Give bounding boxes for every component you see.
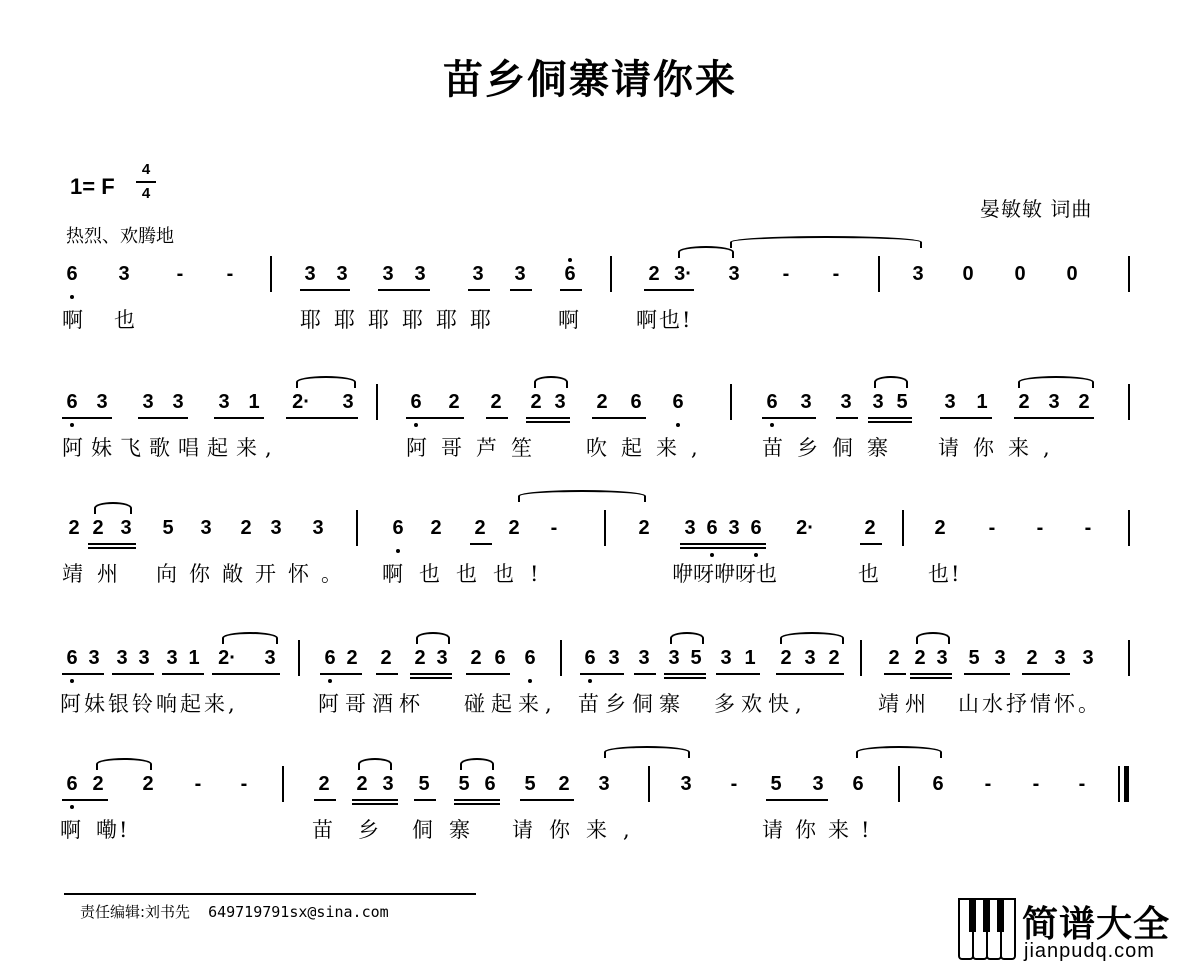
underline: [454, 799, 500, 801]
notes-row: [60, 390, 1140, 420]
underline: [214, 417, 264, 419]
underline: [592, 417, 646, 419]
underline: [406, 417, 464, 419]
barline: [376, 384, 378, 420]
underline: [680, 547, 766, 549]
note: 3: [598, 773, 610, 795]
lyrics-row: [60, 558, 1140, 588]
note: 2: [596, 391, 608, 413]
note: 6: [706, 517, 718, 539]
score-system-4: [60, 646, 1140, 766]
note: 5: [458, 773, 470, 795]
barline: [270, 256, 272, 292]
slur: [874, 376, 908, 388]
note: 0: [1066, 263, 1078, 285]
note: 3: [728, 517, 740, 539]
note: 2: [92, 517, 104, 539]
time-bottom: 4: [141, 185, 151, 202]
note: 3: [218, 391, 230, 413]
note: 3: [872, 391, 884, 413]
low-dot: [528, 679, 532, 683]
lyric: 啊: [62, 308, 96, 332]
underline: [964, 673, 1010, 675]
note: 2: [1078, 391, 1090, 413]
underline: [520, 799, 574, 801]
note: 3: [1054, 647, 1066, 669]
note: 5: [162, 517, 174, 539]
note: 2: [470, 647, 482, 669]
underline: [634, 673, 656, 675]
note: 6: [750, 517, 762, 539]
slur: [416, 632, 450, 644]
note: 2: [68, 517, 80, 539]
underline: [910, 673, 952, 675]
underline: [352, 803, 398, 805]
low-dot: [70, 679, 74, 683]
note: -: [176, 263, 184, 285]
slur: [1018, 376, 1094, 388]
lyric: 耶耶耶耶耶耶: [300, 308, 504, 332]
tempo-marking: 热烈、欢腾地: [66, 226, 174, 247]
barline: [356, 510, 358, 546]
lyric: 多欢快,: [714, 692, 808, 716]
underline: [680, 543, 766, 545]
low-dot: [396, 549, 400, 553]
note: 3: [336, 263, 348, 285]
note: 3: [680, 773, 692, 795]
underline: [510, 289, 532, 291]
underline: [410, 673, 452, 675]
note: 6: [564, 263, 576, 285]
underline: [664, 677, 706, 679]
note: 2: [240, 517, 252, 539]
barline: [1128, 640, 1130, 676]
note: 2: [448, 391, 460, 413]
underline: [1014, 417, 1094, 419]
note: 3: [936, 647, 948, 669]
notes-row: [60, 772, 1140, 802]
note: 3: [342, 391, 354, 413]
note: 3: [608, 647, 620, 669]
barline: [860, 640, 862, 676]
note: 3: [200, 517, 212, 539]
tie: [518, 490, 646, 502]
note: 2: [508, 517, 520, 539]
note: 5: [524, 773, 536, 795]
underline: [112, 673, 154, 675]
note: -: [988, 517, 996, 539]
note: 2: [474, 517, 486, 539]
note: 5: [896, 391, 908, 413]
tie: [856, 746, 942, 758]
lyric: 也: [858, 562, 892, 586]
lyric: 啊: [60, 818, 94, 842]
note: 3: [812, 773, 824, 795]
lyric: 请你来,: [938, 436, 1064, 460]
note: 6: [410, 391, 422, 413]
slur: [534, 376, 568, 388]
underline: [212, 673, 280, 675]
underline: [454, 803, 500, 805]
note: -: [832, 263, 840, 285]
page-title: 苗乡侗寨请你来: [443, 56, 737, 103]
note: 3: [270, 517, 282, 539]
low-dot: [328, 679, 332, 683]
note: 5: [418, 773, 430, 795]
lyric: 请你来!: [762, 818, 882, 842]
note: 2: [318, 773, 330, 795]
note: 2: [558, 773, 570, 795]
barline: [560, 640, 562, 676]
note: 3: [804, 647, 816, 669]
underline: [468, 289, 490, 291]
barline: [898, 766, 900, 802]
barline: [648, 766, 650, 802]
note: 0: [962, 263, 974, 285]
composer-credit: 晏敏敏 词曲: [980, 197, 1093, 221]
note: -: [730, 773, 738, 795]
note: 3: [800, 391, 812, 413]
final-barline-thin: [1118, 766, 1120, 802]
note: 6: [484, 773, 496, 795]
note: 2: [1026, 647, 1038, 669]
lyric: 啊也也也!: [382, 562, 555, 586]
underline: [300, 289, 350, 291]
underline: [62, 673, 104, 675]
underline: [62, 417, 112, 419]
underline: [762, 417, 816, 419]
lyric: 乡: [358, 818, 392, 842]
note: 3: [436, 647, 448, 669]
note: 2: [1018, 391, 1030, 413]
note: 5: [770, 773, 782, 795]
note: 1: [976, 391, 988, 413]
barline: [604, 510, 606, 546]
barline: [282, 766, 284, 802]
note: 2: [380, 647, 392, 669]
note: 2: [430, 517, 442, 539]
note: 6: [66, 391, 78, 413]
note: 3: [96, 391, 108, 413]
note: 3: [514, 263, 526, 285]
piano-icon: [958, 898, 1016, 958]
low-dot: [770, 423, 774, 427]
barline: [298, 640, 300, 676]
logo-name: 简谱大全: [1022, 904, 1171, 945]
slur: [296, 376, 356, 388]
low-dot: [710, 553, 714, 557]
low-dot: [676, 423, 680, 427]
note: 3: [1048, 391, 1060, 413]
note: -: [1084, 517, 1092, 539]
note: 6: [932, 773, 944, 795]
barline: [1128, 256, 1130, 292]
note: 3: [944, 391, 956, 413]
note: 6: [494, 647, 506, 669]
note: 3: [88, 647, 100, 669]
underline: [884, 673, 906, 675]
underline: [486, 417, 508, 419]
note: 3: [1082, 647, 1094, 669]
key-signature: 1= F: [70, 174, 115, 199]
note: -: [1032, 773, 1040, 795]
lyric: 侗寨: [412, 818, 486, 842]
underline: [314, 799, 336, 801]
lyric: 嘞!: [96, 818, 130, 842]
note: -: [1078, 773, 1086, 795]
note: 6: [630, 391, 642, 413]
note: 3: [472, 263, 484, 285]
lyric: 咿呀咿呀也: [672, 562, 777, 586]
low-dot: [754, 553, 758, 557]
underline: [836, 417, 858, 419]
note: 3: [554, 391, 566, 413]
note: 1: [248, 391, 260, 413]
low-dot: [414, 423, 418, 427]
note: 6: [66, 773, 78, 795]
note: 6: [324, 647, 336, 669]
note: 2: [934, 517, 946, 539]
underline: [378, 289, 430, 291]
note: 6: [66, 263, 78, 285]
note: 2·: [218, 647, 236, 669]
time-divider: [136, 181, 156, 183]
low-dot: [70, 805, 74, 809]
note: 2: [490, 391, 502, 413]
lyric: 啊: [558, 308, 592, 332]
lyric: 苗: [312, 818, 346, 842]
note: 3: [414, 263, 426, 285]
lyric: 向你敞开怀。: [156, 562, 354, 586]
slur: [916, 632, 950, 644]
editor-credit: [80, 901, 389, 922]
note: 3: [118, 263, 130, 285]
final-barline-thick: [1124, 766, 1129, 802]
lyric: 碰起来,: [464, 692, 558, 716]
underline: [376, 673, 398, 675]
editor-name: 责任编辑:刘书先: [80, 903, 191, 921]
note: 1: [188, 647, 200, 669]
editor-email: 649719791sx@sina.com: [208, 903, 389, 921]
note: 3: [382, 773, 394, 795]
underline: [860, 543, 882, 545]
underline: [776, 673, 844, 675]
note: 2: [888, 647, 900, 669]
lyric: 阿妹飞歌唱起来,: [62, 436, 280, 460]
note: 2: [780, 647, 792, 669]
note: 2: [414, 647, 426, 669]
note: 1: [744, 647, 756, 669]
tie: [604, 746, 690, 758]
note: -: [226, 263, 234, 285]
note: 2: [530, 391, 542, 413]
underline: [526, 421, 570, 423]
note: 2: [828, 647, 840, 669]
lyric: 苗乡侗寨: [578, 692, 686, 716]
lyric: 请你来,: [512, 818, 646, 842]
low-dot: [568, 258, 572, 262]
low-dot: [588, 679, 592, 683]
lyrics-row: [60, 304, 1140, 334]
notes-row: [60, 262, 1140, 292]
time-top: 4: [141, 161, 151, 178]
note: 2: [638, 517, 650, 539]
underline: [766, 799, 828, 801]
barline: [902, 510, 904, 546]
note: 3: [382, 263, 394, 285]
underline: [716, 673, 760, 675]
underline: [62, 799, 108, 801]
underline: [868, 421, 912, 423]
note: 5: [968, 647, 980, 669]
note: 6: [524, 647, 536, 669]
note: 6: [672, 391, 684, 413]
lyrics-row: [60, 432, 1140, 462]
barline: [730, 384, 732, 420]
note: -: [550, 517, 558, 539]
underline: [560, 289, 582, 291]
lyric: 吹起来,: [586, 436, 712, 460]
notes-row: [60, 516, 1140, 546]
underline: [414, 799, 436, 801]
note: 2: [92, 773, 104, 795]
slur: [96, 758, 152, 770]
time-signature: [136, 160, 156, 204]
note: 3: [912, 263, 924, 285]
note: 2: [346, 647, 358, 669]
note: 3: [638, 647, 650, 669]
underline: [320, 673, 362, 675]
lyric: 靖州: [62, 562, 132, 586]
lyric: 阿妹银铃响起来,: [60, 692, 238, 716]
note: -: [984, 773, 992, 795]
note: -: [782, 263, 790, 285]
slur: [780, 632, 844, 644]
note: 3·: [674, 263, 692, 285]
note: 2: [914, 647, 926, 669]
lyric: 苗乡侗寨: [762, 436, 902, 460]
note: 3: [668, 647, 680, 669]
underline: [466, 673, 510, 675]
underline: [664, 673, 706, 675]
note: -: [1036, 517, 1044, 539]
note: 3: [172, 391, 184, 413]
note: 3: [840, 391, 852, 413]
score-system-5: [60, 772, 1140, 892]
barline: [1128, 510, 1130, 546]
note: 6: [392, 517, 404, 539]
note: 3: [142, 391, 154, 413]
lyric: 也!: [928, 562, 962, 586]
underline: [286, 417, 358, 419]
underline: [162, 673, 204, 675]
underline: [868, 417, 912, 419]
slur: [222, 632, 278, 644]
site-logo: [958, 896, 1170, 962]
tie: [730, 236, 922, 248]
note: 3: [720, 647, 732, 669]
note: 5: [690, 647, 702, 669]
underline: [526, 417, 570, 419]
lyric: 靖州: [878, 692, 932, 716]
note: 2·: [292, 391, 310, 413]
low-dot: [70, 423, 74, 427]
note: -: [194, 773, 202, 795]
note: 6: [766, 391, 778, 413]
note: 3: [166, 647, 178, 669]
note: 3: [120, 517, 132, 539]
lyric: 也: [114, 308, 148, 332]
underline: [644, 289, 694, 291]
lyric: 阿哥芦笙: [406, 436, 546, 460]
lyrics-row: [60, 814, 1140, 844]
note: 2: [648, 263, 660, 285]
underline: [410, 677, 452, 679]
lyric: 阿哥酒杯: [318, 692, 426, 716]
slur: [670, 632, 704, 644]
slur: [358, 758, 392, 770]
note: 2: [864, 517, 876, 539]
note: 6: [66, 647, 78, 669]
underline: [910, 677, 952, 679]
underline: [470, 543, 492, 545]
notes-row: [60, 646, 1140, 676]
score-system-1: [60, 262, 1140, 382]
slur: [678, 246, 734, 258]
barline: [610, 256, 612, 292]
underline: [88, 543, 136, 545]
underline: [88, 547, 136, 549]
note: 3: [264, 647, 276, 669]
note: 3: [138, 647, 150, 669]
barline: [1128, 384, 1130, 420]
note: 2: [142, 773, 154, 795]
score-system-3: [60, 516, 1140, 636]
logo-url: jianpudq.com: [1024, 940, 1155, 962]
lyric: 啊也!: [636, 308, 693, 332]
barline: [878, 256, 880, 292]
slur: [460, 758, 494, 770]
note: 0: [1014, 263, 1026, 285]
note: 2·: [796, 517, 814, 539]
note: 3: [304, 263, 316, 285]
underline: [352, 799, 398, 801]
lyric: 山水抒情怀。: [958, 692, 1102, 716]
note: 3: [684, 517, 696, 539]
note: 6: [584, 647, 596, 669]
note: 3: [994, 647, 1006, 669]
underline: [1022, 673, 1070, 675]
note: 3: [116, 647, 128, 669]
low-dot: [70, 295, 74, 299]
note: -: [240, 773, 248, 795]
underline: [940, 417, 992, 419]
underline: [138, 417, 188, 419]
underline: [580, 673, 624, 675]
slur: [94, 502, 132, 514]
note: 3: [728, 263, 740, 285]
footer-divider: [64, 893, 476, 895]
lyrics-row: [60, 688, 1140, 718]
note: 3: [312, 517, 324, 539]
note: 2: [356, 773, 368, 795]
note: 6: [852, 773, 864, 795]
